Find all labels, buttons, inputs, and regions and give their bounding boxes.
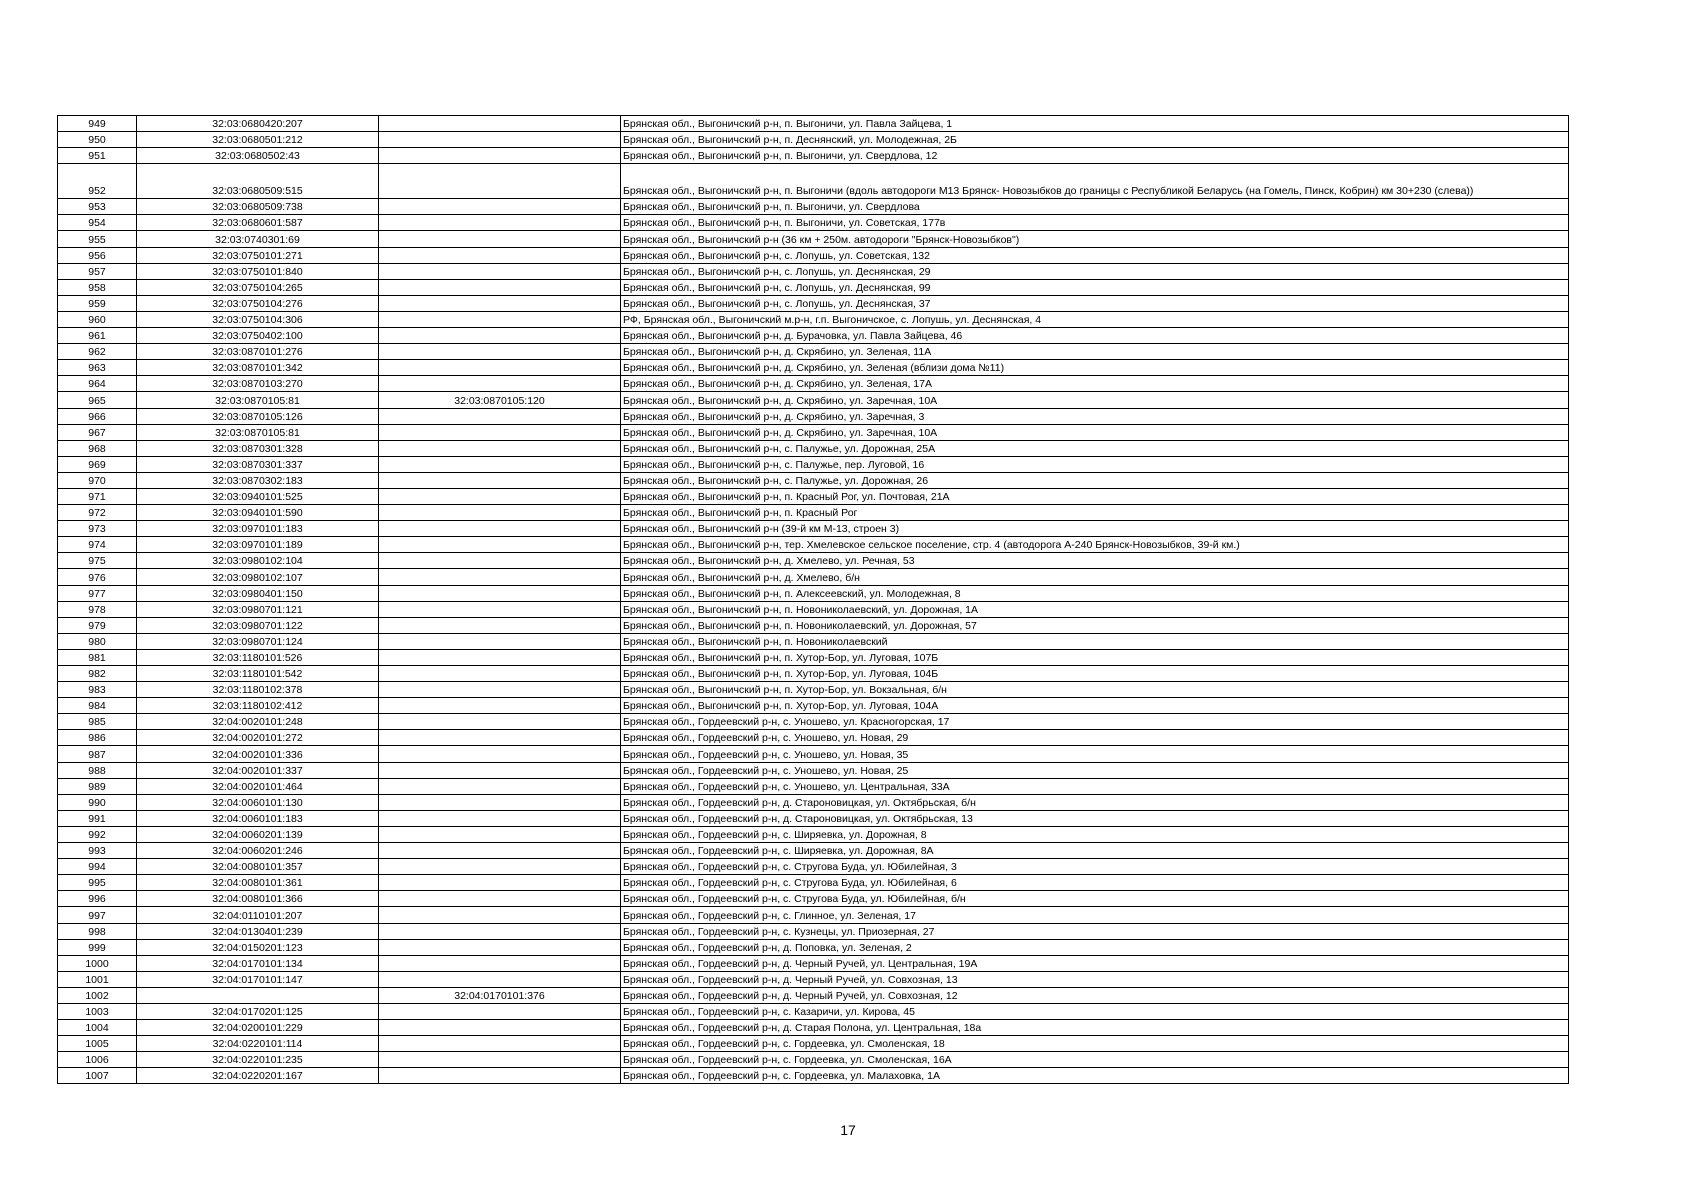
address-cell: Брянская обл., Выгоничский р-н, п. Хутор-Бор, ул. Вокзальная, б/н — [621, 682, 1569, 698]
cadastral-number-cell: 32:03:1180101:526 — [137, 649, 379, 665]
row-number-cell: 964 — [58, 376, 137, 392]
previous-number-cell — [379, 810, 621, 826]
table-row — [58, 939, 1569, 955]
row-number-cell: 966 — [58, 408, 137, 424]
cadastral-number-cell: 32:04:0080101:361 — [137, 875, 379, 891]
cadastral-number-cell: 32:04:0060201:139 — [137, 826, 379, 842]
row-number-cell: 961 — [58, 328, 137, 344]
row-number-cell: 967 — [58, 424, 137, 440]
previous-number-cell — [379, 472, 621, 488]
table-row — [58, 730, 1569, 746]
address-cell: Брянская обл., Гордеевский р-н, с. Гордеевка, ул. Малаховка, 1А — [621, 1068, 1569, 1084]
address-cell: Брянская обл., Выгоничский р-н, с. Лопушь, ул. Деснянская, 37 — [621, 295, 1569, 311]
previous-number-cell — [379, 424, 621, 440]
row-number-cell: 965 — [58, 392, 137, 408]
table-row — [58, 762, 1569, 778]
row-number-cell: 1002 — [58, 987, 137, 1003]
cadastral-number-cell: 32:03:1180102:412 — [137, 698, 379, 714]
previous-number-cell — [379, 440, 621, 456]
address-cell: Брянская обл., Выгоничский р-н, д. Скрябино, ул. Зеленая, 11А — [621, 344, 1569, 360]
table-row — [58, 521, 1569, 537]
registry-table-body — [58, 116, 1569, 1084]
row-number-cell: 951 — [58, 148, 137, 164]
previous-number-cell — [379, 1068, 621, 1084]
row-number-cell: 974 — [58, 537, 137, 553]
row-number-cell: 1003 — [58, 1003, 137, 1019]
cadastral-number-cell: 32:04:0170201:125 — [137, 1003, 379, 1019]
address-cell: Брянская обл., Выгоничский р-н, п. Выгоничи, ул. Советская, 177в — [621, 215, 1569, 231]
row-number-cell: 994 — [58, 859, 137, 875]
address-cell: Брянская обл., Выгоничский р-н, п. Алексеевский, ул. Молодежная, 8 — [621, 585, 1569, 601]
cadastral-number-cell: 32:03:0870103:270 — [137, 376, 379, 392]
address-cell: Брянская обл., Выгоничский р-н, п. Новониколаевский — [621, 633, 1569, 649]
row-number-cell: 996 — [58, 891, 137, 907]
address-cell: Брянская обл., Выгоничский р-н, с. Палужье, ул. Дорожная, 25А — [621, 440, 1569, 456]
row-number-cell: 1000 — [58, 955, 137, 971]
table-row — [58, 424, 1569, 440]
table-row — [58, 247, 1569, 263]
cadastral-number-cell: 32:04:0220201:167 — [137, 1068, 379, 1084]
table-row — [58, 408, 1569, 424]
row-number-cell: 950 — [58, 132, 137, 148]
cadastral-number-cell: 32:03:0680501:212 — [137, 132, 379, 148]
table-row — [58, 746, 1569, 762]
previous-number-cell — [379, 907, 621, 923]
previous-number-cell — [379, 794, 621, 810]
address-cell: Брянская обл., Гордеевский р-н, д. Староновицкая, ул. Октябрьская, б/н — [621, 794, 1569, 810]
address-cell: Брянская обл., Выгоничский р-н, с. Лопушь, ул. Деснянская, 99 — [621, 279, 1569, 295]
previous-number-cell — [379, 923, 621, 939]
address-cell: Брянская обл., Выгоничский р-н, п. Выгоничи (вдоль автодороги М13 Брянск- Новозыбков до границы с Республикой Беларусь (на Гомель, Пинск, Кобрин) км 30+230 (слева)) — [621, 164, 1569, 199]
cadastral-number-cell: 32:04:0020101:337 — [137, 762, 379, 778]
table-row — [58, 987, 1569, 1003]
row-number-cell: 992 — [58, 826, 137, 842]
table-row — [58, 440, 1569, 456]
table-row — [58, 344, 1569, 360]
row-number-cell: 984 — [58, 698, 137, 714]
cadastral-number-cell: 32:03:0680601:587 — [137, 215, 379, 231]
previous-number-cell — [379, 199, 621, 215]
previous-number-cell — [379, 344, 621, 360]
address-cell: Брянская обл., Выгоничский р-н, п. Деснянский, ул. Молодежная, 2Б — [621, 132, 1569, 148]
cadastral-number-cell: 32:03:1180102:378 — [137, 682, 379, 698]
address-cell: Брянская обл., Гордеевский р-н, с. Ширяевка, ул. Дорожная, 8 — [621, 826, 1569, 842]
row-number-cell: 979 — [58, 617, 137, 633]
address-cell: Брянская обл., Гордеевский р-н, с. Кузнецы, ул. Приозерная, 27 — [621, 923, 1569, 939]
table-row — [58, 537, 1569, 553]
previous-number-cell: 32:04:0170101:376 — [379, 987, 621, 1003]
cadastral-number-cell: 32:04:0060201:246 — [137, 843, 379, 859]
address-cell: Брянская обл., Выгоничский р-н, п. Хутор-Бор, ул. Луговая, 107Б — [621, 649, 1569, 665]
previous-number-cell — [379, 843, 621, 859]
table-row — [58, 778, 1569, 794]
table-row — [58, 553, 1569, 569]
row-number-cell: 978 — [58, 601, 137, 617]
address-cell: Брянская обл., Гордеевский р-н, с. Гордеевка, ул. Смоленская, 16А — [621, 1052, 1569, 1068]
row-number-cell: 986 — [58, 730, 137, 746]
cadastral-number-cell: 32:03:0750104:276 — [137, 295, 379, 311]
previous-number-cell — [379, 682, 621, 698]
table-row — [58, 682, 1569, 698]
table-row — [58, 666, 1569, 682]
previous-number-cell — [379, 826, 621, 842]
address-cell: Брянская обл., Выгоничский р-н, д. Скрябино, ул. Заречная, 10А — [621, 392, 1569, 408]
row-number-cell: 960 — [58, 311, 137, 327]
previous-number-cell — [379, 328, 621, 344]
table-row — [58, 215, 1569, 231]
row-number-cell: 968 — [58, 440, 137, 456]
table-row — [58, 132, 1569, 148]
cadastral-number-cell: 32:04:0170101:134 — [137, 955, 379, 971]
address-cell: Брянская обл., Гордеевский р-н, с. Уношево, ул. Новая, 35 — [621, 746, 1569, 762]
address-cell: Брянская обл., Гордеевский р-н, с. Уношево, ул. Новая, 29 — [621, 730, 1569, 746]
table-row — [58, 794, 1569, 810]
address-cell: Брянская обл., Гордеевский р-н, с. Стругова Буда, ул. Юбилейная, 6 — [621, 875, 1569, 891]
previous-number-cell — [379, 376, 621, 392]
cadastral-number-cell: 32:04:0060101:130 — [137, 794, 379, 810]
address-cell: Брянская обл., Гордеевский р-н, с. Уношево, ул. Красногорская, 17 — [621, 714, 1569, 730]
registry-table — [57, 115, 1569, 1084]
previous-number-cell — [379, 649, 621, 665]
previous-number-cell — [379, 666, 621, 682]
cadastral-number-cell: 32:03:0680509:515 — [137, 164, 379, 199]
address-cell: Брянская обл., Выгоничский р-н, д. Скрябино, ул. Заречная, 3 — [621, 408, 1569, 424]
address-cell: Брянская обл., Гордеевский р-н, д. Черный Ручей, ул. Совхозная, 13 — [621, 971, 1569, 987]
address-cell: Брянская обл., Выгоничский р-н, д. Скрябино, ул. Заречная, 10А — [621, 424, 1569, 440]
row-number-cell: 975 — [58, 553, 137, 569]
previous-number-cell — [379, 698, 621, 714]
cadastral-number-cell: 32:04:0170101:147 — [137, 971, 379, 987]
row-number-cell: 999 — [58, 939, 137, 955]
address-cell: Брянская обл., Выгоничский р-н, с. Лопушь, ул. Советская, 132 — [621, 247, 1569, 263]
table-row — [58, 569, 1569, 585]
cadastral-number-cell: 32:04:0080101:357 — [137, 859, 379, 875]
row-number-cell: 971 — [58, 488, 137, 504]
row-number-cell: 985 — [58, 714, 137, 730]
address-cell: Брянская обл., Гордеевский р-н, с. Ширяевка, ул. Дорожная, 8А — [621, 843, 1569, 859]
cadastral-number-cell: 32:03:0870101:276 — [137, 344, 379, 360]
previous-number-cell — [379, 148, 621, 164]
previous-number-cell — [379, 360, 621, 376]
table-row — [58, 231, 1569, 247]
cadastral-number-cell: 32:03:0980401:150 — [137, 585, 379, 601]
address-cell: Брянская обл., Выгоничский р-н, д. Хмелево, ул. Речная, 53 — [621, 553, 1569, 569]
table-row — [58, 392, 1569, 408]
cadastral-number-cell: 32:03:0970101:183 — [137, 521, 379, 537]
table-row — [58, 295, 1569, 311]
table-row — [58, 328, 1569, 344]
previous-number-cell — [379, 569, 621, 585]
cadastral-number-cell: 32:04:0080101:366 — [137, 891, 379, 907]
table-row — [58, 875, 1569, 891]
address-cell: Брянская обл., Гордеевский р-н, с. Глинное, ул. Зеленая, 17 — [621, 907, 1569, 923]
previous-number-cell — [379, 231, 621, 247]
row-number-cell: 976 — [58, 569, 137, 585]
cadastral-number-cell: 32:03:0680509:738 — [137, 199, 379, 215]
address-cell: Брянская обл., Гордеевский р-н, с. Уношево, ул. Центральная, 33А — [621, 778, 1569, 794]
table-row — [58, 116, 1569, 132]
table-row — [58, 585, 1569, 601]
address-cell: Брянская обл., Выгоничский р-н, п. Выгоничи, ул. Свердлова, 12 — [621, 148, 1569, 164]
row-number-cell: 1005 — [58, 1036, 137, 1052]
table-row — [58, 826, 1569, 842]
cadastral-number-cell: 32:03:0750101:840 — [137, 263, 379, 279]
table-row — [58, 376, 1569, 392]
table-row — [58, 891, 1569, 907]
row-number-cell: 998 — [58, 923, 137, 939]
previous-number-cell — [379, 762, 621, 778]
address-cell: Брянская обл., Выгоничский р-н, п. Хутор-Бор, ул. Луговая, 104А — [621, 698, 1569, 714]
cadastral-number-cell: 32:03:0980701:121 — [137, 601, 379, 617]
row-number-cell: 991 — [58, 810, 137, 826]
table-row — [58, 263, 1569, 279]
cadastral-number-cell: 32:03:0680420:207 — [137, 116, 379, 132]
cadastral-number-cell: 32:03:0940101:525 — [137, 488, 379, 504]
row-number-cell: 972 — [58, 505, 137, 521]
row-number-cell: 954 — [58, 215, 137, 231]
previous-number-cell — [379, 585, 621, 601]
cadastral-number-cell: 32:04:0020101:248 — [137, 714, 379, 730]
address-cell: Брянская обл., Выгоничский р-н, п. Красный Рог, ул. Почтовая, 21А — [621, 488, 1569, 504]
cadastral-number-cell: 32:03:0870301:337 — [137, 456, 379, 472]
address-cell: Брянская обл., Выгоничский р-н, тер. Хмелевское сельское поселение, стр. 4 (автодорога А-240 Брянск-Новозыбков, 39-й км.) — [621, 537, 1569, 553]
cadastral-number-cell: 32:04:0220101:235 — [137, 1052, 379, 1068]
address-cell: Брянская обл., Гордеевский р-н, с. Стругова Буда, ул. Юбилейная, б/н — [621, 891, 1569, 907]
table-row — [58, 199, 1569, 215]
cadastral-number-cell: 32:03:0980102:104 — [137, 553, 379, 569]
address-cell: Брянская обл., Гордеевский р-н, д. Поповка, ул. Зеленая, 2 — [621, 939, 1569, 955]
previous-number-cell — [379, 601, 621, 617]
row-number-cell: 997 — [58, 907, 137, 923]
previous-number-cell — [379, 247, 621, 263]
cadastral-number-cell: 32:03:0750104:265 — [137, 279, 379, 295]
table-row — [58, 472, 1569, 488]
row-number-cell: 980 — [58, 633, 137, 649]
cadastral-number-cell: 32:03:0940101:590 — [137, 505, 379, 521]
address-cell: РФ, Брянская обл., Выгоничский м.р-н, г.п. Выгоничское, с. Лопушь, ул. Деснянская, 4 — [621, 311, 1569, 327]
row-number-cell: 959 — [58, 295, 137, 311]
cadastral-number-cell: 32:03:1180101:542 — [137, 666, 379, 682]
cadastral-number-cell: 32:04:0060101:183 — [137, 810, 379, 826]
row-number-cell: 989 — [58, 778, 137, 794]
table-row — [58, 810, 1569, 826]
table-row — [58, 907, 1569, 923]
row-number-cell: 1006 — [58, 1052, 137, 1068]
row-number-cell: 983 — [58, 682, 137, 698]
cadastral-number-cell: 32:03:0750101:271 — [137, 247, 379, 263]
previous-number-cell — [379, 633, 621, 649]
table-row — [58, 311, 1569, 327]
table-row — [58, 633, 1569, 649]
cadastral-number-cell: 32:03:0750402:100 — [137, 328, 379, 344]
row-number-cell: 981 — [58, 649, 137, 665]
table-row — [58, 360, 1569, 376]
address-cell: Брянская обл., Выгоничский р-н, п. Выгоничи, ул. Павла Зайцева, 1 — [621, 116, 1569, 132]
previous-number-cell — [379, 778, 621, 794]
row-number-cell: 995 — [58, 875, 137, 891]
row-number-cell: 963 — [58, 360, 137, 376]
previous-number-cell — [379, 456, 621, 472]
cadastral-number-cell: 32:03:0870105:126 — [137, 408, 379, 424]
table-row — [58, 955, 1569, 971]
table-row — [58, 1068, 1569, 1084]
table-row — [58, 971, 1569, 987]
previous-number-cell — [379, 1003, 621, 1019]
cadastral-number-cell: 32:04:0110101:207 — [137, 907, 379, 923]
previous-number-cell — [379, 263, 621, 279]
address-cell: Брянская обл., Гордеевский р-н, с. Казаричи, ул. Кирова, 45 — [621, 1003, 1569, 1019]
table-row — [58, 843, 1569, 859]
previous-number-cell — [379, 891, 621, 907]
cadastral-number-cell: 32:04:0130401:239 — [137, 923, 379, 939]
address-cell: Брянская обл., Выгоничский р-н, с. Лопушь, ул. Деснянская, 29 — [621, 263, 1569, 279]
previous-number-cell — [379, 730, 621, 746]
row-number-cell: 977 — [58, 585, 137, 601]
previous-number-cell — [379, 617, 621, 633]
table-row — [58, 164, 1569, 199]
previous-number-cell — [379, 955, 621, 971]
table-row — [58, 923, 1569, 939]
table-row — [58, 1020, 1569, 1036]
row-number-cell: 973 — [58, 521, 137, 537]
previous-number-cell — [379, 116, 621, 132]
cadastral-number-cell: 32:03:0750104:306 — [137, 311, 379, 327]
table-row — [58, 601, 1569, 617]
address-cell: Брянская обл., Гордеевский р-н, д. Черный Ручей, ул. Совхозная, 12 — [621, 987, 1569, 1003]
previous-number-cell — [379, 553, 621, 569]
previous-number-cell: 32:03:0870105:120 — [379, 392, 621, 408]
address-cell: Брянская обл., Гордеевский р-н, с. Уношево, ул. Новая, 25 — [621, 762, 1569, 778]
row-number-cell: 982 — [58, 666, 137, 682]
address-cell: Брянская обл., Гордеевский р-н, д. Староновицкая, ул. Октябрьская, 13 — [621, 810, 1569, 826]
cadastral-number-cell: 32:03:0970101:189 — [137, 537, 379, 553]
table-row — [58, 456, 1569, 472]
cadastral-number-cell: 32:04:0020101:272 — [137, 730, 379, 746]
address-cell: Брянская обл., Выгоничский р-н, п. Хутор-Бор, ул. Луговая, 104Б — [621, 666, 1569, 682]
row-number-cell: 987 — [58, 746, 137, 762]
cadastral-number-cell: 32:04:0020101:464 — [137, 778, 379, 794]
address-cell: Брянская обл., Гордеевский р-н, с. Гордеевка, ул. Смоленская, 18 — [621, 1036, 1569, 1052]
address-cell: Брянская обл., Выгоничский р-н, с. Палужье, ул. Дорожная, 26 — [621, 472, 1569, 488]
table-row — [58, 279, 1569, 295]
previous-number-cell — [379, 746, 621, 762]
previous-number-cell — [379, 132, 621, 148]
previous-number-cell — [379, 279, 621, 295]
address-cell: Брянская обл., Гордеевский р-н, д. Старая Полона, ул. Центральная, 18а — [621, 1020, 1569, 1036]
address-cell: Брянская обл., Гордеевский р-н, с. Стругова Буда, ул. Юбилейная, 3 — [621, 859, 1569, 875]
address-cell: Брянская обл., Выгоничский р-н, п. Красный Рог — [621, 505, 1569, 521]
row-number-cell: 1001 — [58, 971, 137, 987]
address-cell: Брянская обл., Выгоничский р-н, д. Хмелево, б/н — [621, 569, 1569, 585]
table-row — [58, 488, 1569, 504]
address-cell: Брянская обл., Выгоничский р-н, д. Скрябино, ул. Зеленая, 17А — [621, 376, 1569, 392]
cadastral-number-cell: 32:03:0980701:122 — [137, 617, 379, 633]
address-cell: Брянская обл., Выгоничский р-н, с. Палужье, пер. Луговой, 16 — [621, 456, 1569, 472]
previous-number-cell — [379, 1052, 621, 1068]
cadastral-number-cell: 32:03:0740301:69 — [137, 231, 379, 247]
previous-number-cell — [379, 1020, 621, 1036]
previous-number-cell — [379, 215, 621, 231]
table-row — [58, 649, 1569, 665]
previous-number-cell — [379, 714, 621, 730]
previous-number-cell — [379, 521, 621, 537]
cadastral-number-cell: 32:03:0870301:328 — [137, 440, 379, 456]
row-number-cell: 952 — [58, 164, 137, 199]
address-cell: Брянская обл., Выгоничский р-н, п. Новониколаевский, ул. Дорожная, 57 — [621, 617, 1569, 633]
row-number-cell: 1007 — [58, 1068, 137, 1084]
cadastral-number-cell — [137, 987, 379, 1003]
cadastral-number-cell: 32:03:0980701:124 — [137, 633, 379, 649]
row-number-cell: 970 — [58, 472, 137, 488]
previous-number-cell — [379, 875, 621, 891]
address-cell: Брянская обл., Выгоничский р-н, д. Скрябино, ул. Зеленая (вблизи дома №11) — [621, 360, 1569, 376]
address-cell: Брянская обл., Выгоничский р-н, п. Новониколаевский, ул. Дорожная, 1А — [621, 601, 1569, 617]
address-cell: Брянская обл., Выгоничский р-н, п. Выгоничи, ул. Свердлова — [621, 199, 1569, 215]
row-number-cell: 993 — [58, 843, 137, 859]
cadastral-number-cell: 32:04:0150201:123 — [137, 939, 379, 955]
row-number-cell: 958 — [58, 279, 137, 295]
table-row — [58, 1003, 1569, 1019]
address-cell: Брянская обл., Выгоничский р-н, д. Бурачовка, ул. Павла Зайцева, 46 — [621, 328, 1569, 344]
cadastral-number-cell: 32:03:0870302:183 — [137, 472, 379, 488]
row-number-cell: 969 — [58, 456, 137, 472]
table-row — [58, 505, 1569, 521]
table-row — [58, 1052, 1569, 1068]
cadastral-number-cell: 32:03:0680502:43 — [137, 148, 379, 164]
row-number-cell: 988 — [58, 762, 137, 778]
cadastral-number-cell: 32:03:0980102:107 — [137, 569, 379, 585]
table-row — [58, 714, 1569, 730]
previous-number-cell — [379, 488, 621, 504]
cadastral-number-cell: 32:03:0870105:81 — [137, 392, 379, 408]
previous-number-cell — [379, 408, 621, 424]
address-cell: Брянская обл., Выгоничский р-н (39-й км М-13, строен 3) — [621, 521, 1569, 537]
previous-number-cell — [379, 537, 621, 553]
address-cell: Брянская обл., Выгоничский р-н (36 км + 250м. автодороги "Брянск-Новозыбков") — [621, 231, 1569, 247]
row-number-cell: 955 — [58, 231, 137, 247]
previous-number-cell — [379, 859, 621, 875]
row-number-cell: 949 — [58, 116, 137, 132]
previous-number-cell — [379, 939, 621, 955]
table-row — [58, 859, 1569, 875]
previous-number-cell — [379, 971, 621, 987]
cadastral-number-cell: 32:04:0220101:114 — [137, 1036, 379, 1052]
cadastral-number-cell: 32:04:0020101:336 — [137, 746, 379, 762]
previous-number-cell — [379, 1036, 621, 1052]
row-number-cell: 1004 — [58, 1020, 137, 1036]
table-row — [58, 148, 1569, 164]
row-number-cell: 953 — [58, 199, 137, 215]
row-number-cell: 957 — [58, 263, 137, 279]
previous-number-cell — [379, 311, 621, 327]
table-row — [58, 698, 1569, 714]
previous-number-cell — [379, 505, 621, 521]
table-row — [58, 1036, 1569, 1052]
row-number-cell: 962 — [58, 344, 137, 360]
table-row — [58, 617, 1569, 633]
cadastral-number-cell: 32:04:0200101:229 — [137, 1020, 379, 1036]
page-number: 17 — [840, 1122, 856, 1138]
row-number-cell: 990 — [58, 794, 137, 810]
previous-number-cell — [379, 295, 621, 311]
row-number-cell: 956 — [58, 247, 137, 263]
cadastral-number-cell: 32:03:0870101:342 — [137, 360, 379, 376]
cadastral-number-cell: 32:03:0870105:81 — [137, 424, 379, 440]
previous-number-cell — [379, 164, 621, 199]
address-cell: Брянская обл., Гордеевский р-н, д. Черный Ручей, ул. Центральная, 19А — [621, 955, 1569, 971]
